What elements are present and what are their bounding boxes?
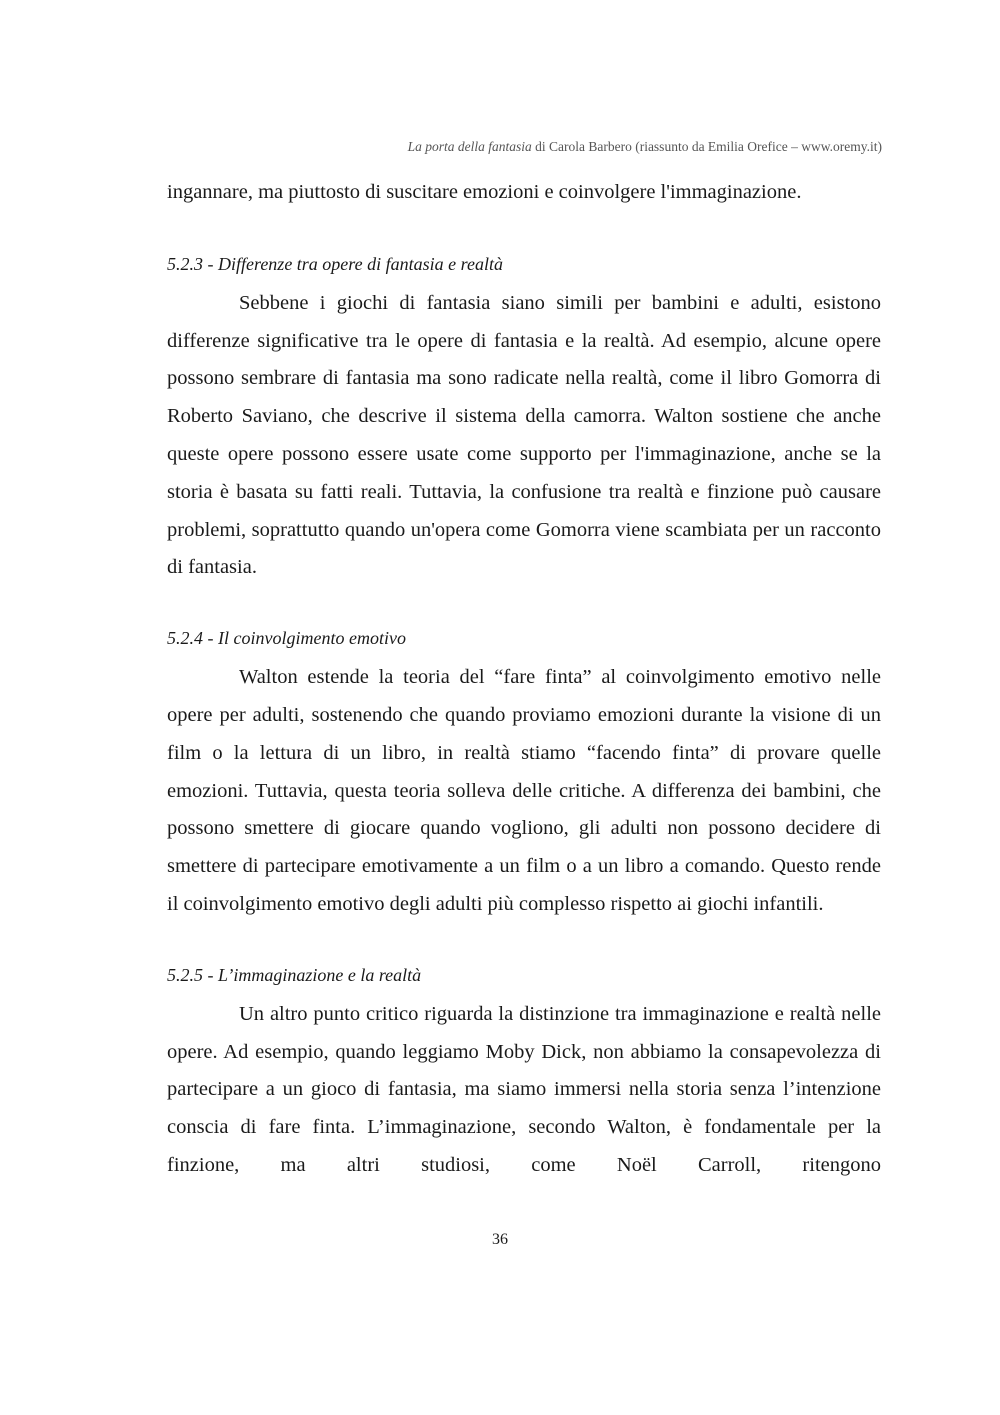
section-body: Sebbene i giochi di fantasia siano simili per bambini e adulti, esistono differenze significative tra le opere di fantasia e la realtà. Ad esempio, alcune opere possono sembrare di fantasia ma sono radicate nella realtà, come il libro Gomorra di Roberto Saviano, che descrive il sistema della camorra. Walton sostiene che anche queste opere possono essere usate come supporto per l'immaginazione, anche se la storia è basata su fatti reali. Tuttavia, la confusione tra realtà e finzione può causare problemi, soprattutto quando un'opera come Gomorra viene scambiata per un racconto di fantasia. xyxy=(167,291,881,579)
page-number: 36 xyxy=(492,1231,508,1248)
section-5-2-5 xyxy=(167,962,881,1185)
running-header xyxy=(408,139,882,155)
page-content xyxy=(167,174,881,1223)
header-author-credit: di Carola Barbero (riassunto da Emilia Orefice – www.oremy.it) xyxy=(531,139,882,154)
section-heading: 5.2.5 - L’immaginazione e la realtà xyxy=(167,964,422,985)
section-body: Un altro punto critico riguarda la distinzione tra immaginazione e realtà nelle opere. Ad esempio, quando leggiamo Moby Dick, non abbiamo la consapevolezza di partecipare a un gioco di fantasia, ma siamo immersi nella storia senza l’intenzione conscia di fare finta. L’immaginazione, secondo Walton, è fondamentale per la finzione, ma altri studiosi, come Noël Carroll, ritengono xyxy=(167,1002,881,1176)
section-heading: 5.2.4 - Il coinvolgimento emotivo xyxy=(167,628,406,649)
continuation-paragraph: ingannare, ma piuttosto di suscitare emozioni e coinvolgere l'immaginazione. xyxy=(167,181,802,203)
section-5-2-3 xyxy=(167,251,881,587)
section-heading: 5.2.3 - Differenze tra opere di fantasia e realtà xyxy=(167,253,503,274)
section-5-2-4 xyxy=(167,625,881,924)
section-body: Walton estende la teoria del “fare finta” al coinvolgimento emotivo nelle opere per adulti, sostenendo che quando proviamo emozioni durante la visione di un film o la lettura di un libro, in realtà stiamo “facendo finta” di provare quelle emozioni. Tuttavia, questa teoria solleva delle critiche. A differenza dei bambini, che possono smettere di giocare quando vogliono, gli adulti non possono decidere di smettere di partecipare emotivamente a un film o a un libro a comando. Questo rende il coinvolgimento emotivo degli adulti più complesso rispetto ai giochi infantili. xyxy=(167,666,881,915)
book-title: La porta della fantasia xyxy=(407,139,532,154)
